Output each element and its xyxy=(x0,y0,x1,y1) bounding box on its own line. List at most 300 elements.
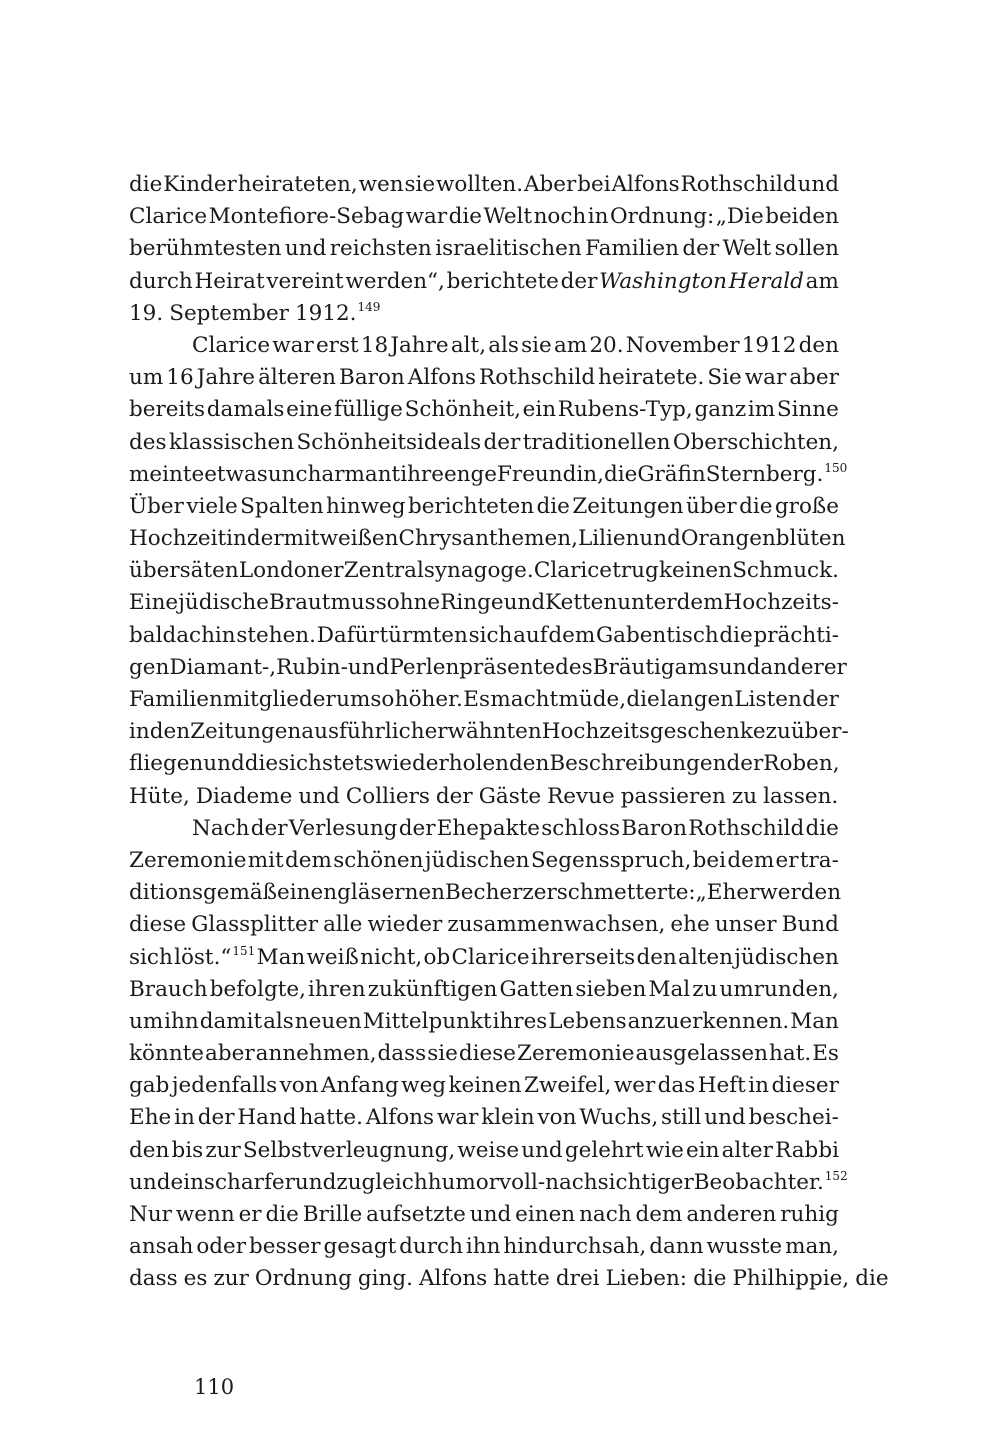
page-number: 110 xyxy=(194,1375,235,1399)
word: dass xyxy=(129,1266,178,1292)
word: Lilien xyxy=(577,526,640,552)
word: hindurchsah, xyxy=(503,1234,647,1260)
word: ob xyxy=(423,944,451,970)
word: Alfons xyxy=(407,365,476,391)
word: des xyxy=(555,654,593,680)
word: Hüte, xyxy=(129,783,190,809)
word: Orangenblüten xyxy=(680,526,846,552)
word: Washington xyxy=(599,268,727,294)
word: den xyxy=(149,719,191,745)
text-line xyxy=(129,298,839,330)
word: Jahre xyxy=(196,365,256,391)
text-line xyxy=(129,330,839,362)
word: Philhippie, xyxy=(732,1266,850,1292)
word: langen xyxy=(660,687,735,712)
word: ein xyxy=(522,397,557,423)
word: Rothschild xyxy=(688,815,805,841)
word: reichsten xyxy=(329,236,432,262)
word: Baron xyxy=(339,365,405,391)
word: Rabbi xyxy=(775,1137,839,1163)
word: übersäten xyxy=(129,558,239,584)
body-text xyxy=(129,169,889,1296)
word: Eine xyxy=(129,590,179,616)
word: gen xyxy=(129,654,170,680)
text-line xyxy=(129,459,848,491)
word: Ehepakte xyxy=(436,815,540,841)
word: füllige xyxy=(333,397,403,423)
word: gläsernen xyxy=(337,880,445,906)
word: Zeremonie xyxy=(129,847,247,873)
word: diese xyxy=(129,912,187,938)
word: Ketten xyxy=(545,590,618,616)
word: in xyxy=(748,1073,770,1099)
text-line xyxy=(129,394,839,426)
word: Glassplitter xyxy=(191,912,318,938)
word: umrunden, xyxy=(719,976,839,1002)
word: Jahre xyxy=(390,332,449,358)
word: der xyxy=(726,751,764,777)
word: man, xyxy=(785,1234,839,1260)
word: Clarice xyxy=(129,204,208,230)
word: Man xyxy=(790,1008,839,1034)
word: Nur xyxy=(129,1202,172,1227)
word: dem xyxy=(727,847,775,873)
text-line xyxy=(129,1167,848,1199)
word: weißen xyxy=(319,526,399,552)
footnote-reference: 149 xyxy=(357,299,381,314)
word: Oberschichten, xyxy=(672,429,839,455)
word: wenn xyxy=(175,1202,235,1227)
word: Welt xyxy=(483,204,533,230)
word: Wuchs, xyxy=(579,1105,659,1131)
text-line xyxy=(129,877,842,909)
word: auf xyxy=(513,622,548,648)
word: September xyxy=(169,300,289,326)
word: ging. xyxy=(357,1266,414,1292)
word: Heirat xyxy=(194,268,265,294)
word: lassen. xyxy=(763,783,839,809)
word: als xyxy=(263,1008,294,1034)
word: alter xyxy=(721,1137,773,1163)
text-line xyxy=(129,233,839,265)
word: bereits xyxy=(129,397,206,423)
word: Revue xyxy=(547,783,615,809)
word: Sinne xyxy=(776,397,839,423)
word: und xyxy=(294,1169,337,1195)
paragraph xyxy=(129,330,849,813)
word: Familienmitglieder xyxy=(129,687,336,712)
word: Lieben: xyxy=(605,1266,688,1292)
text-line xyxy=(129,1038,839,1070)
word: Hochzeit xyxy=(129,526,227,552)
word: bis xyxy=(171,1137,204,1163)
word: vereint xyxy=(266,268,344,294)
word: um xyxy=(129,1008,164,1034)
text-line xyxy=(129,1135,839,1167)
word: erwähnten xyxy=(424,719,542,745)
word: es xyxy=(183,1266,208,1292)
word: Londoner xyxy=(238,558,344,584)
word: besser xyxy=(248,1234,321,1260)
footnote-reference: 152 xyxy=(824,1168,848,1183)
word: Ordnung: xyxy=(609,204,715,230)
word: durch xyxy=(399,1234,463,1260)
text-line xyxy=(129,813,839,845)
word: sich xyxy=(278,751,322,777)
word: Über xyxy=(129,493,184,519)
word: Herald xyxy=(728,268,804,294)
text-line xyxy=(129,1006,839,1038)
word: „Die xyxy=(715,204,764,230)
word: Alfons xyxy=(419,1266,488,1292)
word: ihrerseits xyxy=(530,944,636,970)
word: Perlenpräsente xyxy=(389,654,556,680)
text-line xyxy=(129,1263,889,1295)
word: die xyxy=(129,172,163,197)
word: Freundin, xyxy=(497,461,604,487)
word: sich xyxy=(468,622,513,648)
word: heiratete. xyxy=(598,365,705,391)
word: Rothschild xyxy=(479,365,596,391)
word: Aber xyxy=(524,172,577,197)
word: unter xyxy=(617,590,677,616)
word: gesagt xyxy=(323,1234,397,1260)
word: war xyxy=(405,204,448,230)
word: damit xyxy=(199,1008,263,1034)
word: hinweg xyxy=(326,493,406,519)
word: Welt xyxy=(722,236,772,262)
word: Dafür xyxy=(316,622,379,648)
word: humorvoll-nachsichtiger xyxy=(427,1169,694,1195)
word: weise xyxy=(457,1137,520,1163)
word: passieren xyxy=(620,783,726,809)
word: Schönheitsideals xyxy=(296,429,482,455)
word: zukünftigen xyxy=(367,976,498,1002)
word: Bund xyxy=(781,912,839,938)
text-line xyxy=(129,781,839,813)
word: hatte. xyxy=(299,1105,363,1131)
word: eine xyxy=(286,397,333,423)
word: von xyxy=(279,1073,319,1099)
word: sie xyxy=(521,332,552,358)
word: nicht, xyxy=(360,944,423,970)
word: Bräutigams xyxy=(592,654,719,680)
word: wieder xyxy=(367,912,443,938)
word: annehmen, xyxy=(255,1041,377,1067)
word: beschei- xyxy=(748,1105,839,1131)
word: die xyxy=(693,1266,727,1292)
word: Ehe xyxy=(129,1105,172,1131)
word: fliegen xyxy=(129,751,204,777)
word: drei xyxy=(555,1266,600,1292)
word: Ringe xyxy=(440,590,504,616)
word: Baron xyxy=(621,815,687,841)
word: Zeitungen xyxy=(572,493,684,519)
word: wen xyxy=(358,172,404,197)
word: Chrysanthemen, xyxy=(398,526,578,552)
text-line xyxy=(129,523,846,555)
word: hatte xyxy=(493,1266,550,1292)
word: oder xyxy=(196,1234,247,1260)
word: befolgte, xyxy=(209,976,306,1002)
word: weg xyxy=(401,1073,447,1099)
word: der xyxy=(246,526,284,552)
word: werden“, xyxy=(345,268,445,294)
word: ruhig xyxy=(780,1202,839,1227)
word: Nach xyxy=(192,815,250,841)
word: 19. xyxy=(129,300,164,326)
word: berichteten xyxy=(407,493,535,519)
word: über xyxy=(686,493,737,519)
word: Brille xyxy=(302,1202,363,1227)
text-line xyxy=(129,684,839,716)
word: am xyxy=(805,268,839,294)
word: damals xyxy=(206,397,285,423)
word: älteren xyxy=(258,365,336,391)
word: von xyxy=(537,1105,577,1131)
paragraph xyxy=(129,813,889,1296)
word: mit xyxy=(247,847,284,873)
word: und xyxy=(298,783,340,809)
word: keinen xyxy=(448,1073,522,1099)
word: etwas xyxy=(204,461,268,487)
word: und xyxy=(639,526,681,552)
word: ihn xyxy=(465,1234,501,1260)
text-line xyxy=(129,555,839,587)
word: Familien xyxy=(585,236,679,262)
word: sie xyxy=(427,1041,458,1067)
word: Zeremonie xyxy=(517,1041,635,1067)
word: ehe xyxy=(670,912,710,938)
word: der xyxy=(197,1105,235,1131)
word: Brauch xyxy=(129,976,208,1002)
word: alten xyxy=(678,944,733,970)
footnote-reference: 150 xyxy=(824,460,848,475)
text-line xyxy=(129,652,847,684)
word: Selbstverleugnung, xyxy=(242,1137,456,1163)
word: die xyxy=(626,687,660,712)
word: bei xyxy=(577,172,611,197)
word: der xyxy=(560,268,598,294)
text-line xyxy=(129,1070,839,1102)
word: und xyxy=(469,1202,512,1227)
word: und xyxy=(503,590,546,616)
word: war xyxy=(272,332,314,358)
text-line xyxy=(129,362,839,394)
word: alle xyxy=(323,912,363,938)
word: und xyxy=(203,751,245,777)
word: einen xyxy=(277,880,338,906)
word: Gäste xyxy=(478,783,542,809)
word: aufsetzte xyxy=(366,1202,466,1227)
word: ausgelassen xyxy=(635,1041,769,1067)
word: und xyxy=(797,172,839,197)
word: der xyxy=(802,687,839,712)
word: einen xyxy=(515,1202,576,1227)
word: weiß xyxy=(306,944,359,970)
word: Listen xyxy=(734,687,802,712)
word: der xyxy=(435,783,473,809)
word: Gräfin xyxy=(637,461,706,487)
word: Rubens-Typ, xyxy=(557,397,693,423)
word: er xyxy=(238,1202,262,1227)
word: erst xyxy=(315,332,359,358)
word: Diademe xyxy=(195,783,293,809)
word: viele xyxy=(186,493,238,519)
word: und xyxy=(521,1137,563,1163)
text-line xyxy=(129,909,839,941)
word: heirateten, xyxy=(237,172,358,197)
word: ausführlich xyxy=(301,719,425,745)
word: könnte xyxy=(129,1041,205,1067)
word: die xyxy=(603,461,638,487)
word: trug xyxy=(612,558,659,584)
word: Mal xyxy=(648,976,691,1002)
word: stehen. xyxy=(236,622,316,648)
word: Rothschild xyxy=(680,172,797,197)
word: Sternberg.$^{150}$ xyxy=(705,460,848,487)
text-line xyxy=(129,427,839,459)
word: Hochzeitsgeschenke xyxy=(541,719,766,745)
word: ditionsgemäß xyxy=(129,880,278,906)
word: keinen xyxy=(658,558,732,584)
word: die xyxy=(448,204,482,230)
word: sieben xyxy=(575,976,647,1002)
text-line xyxy=(129,587,839,619)
text-line xyxy=(129,845,839,877)
word: anderer xyxy=(760,654,847,680)
word: hat. xyxy=(769,1041,812,1067)
word: dem xyxy=(548,622,596,648)
text-line xyxy=(129,1199,839,1231)
word: Mittelpunkt xyxy=(362,1008,492,1034)
text-line xyxy=(129,266,839,298)
text-line xyxy=(129,169,839,201)
word: zerschmetterte: xyxy=(522,880,696,906)
word: November xyxy=(625,332,740,358)
word: Rubin- xyxy=(276,654,348,680)
word: Man xyxy=(256,944,306,970)
word: er xyxy=(775,847,799,873)
word: ganz xyxy=(694,397,747,423)
word: war xyxy=(744,365,787,391)
word: Clarice xyxy=(451,944,530,970)
word: 1912 xyxy=(741,332,797,358)
word: am xyxy=(553,332,588,358)
word: zu xyxy=(731,783,758,809)
word: jüdischen xyxy=(424,847,530,873)
word: ihres xyxy=(492,1008,548,1034)
word: schönen xyxy=(333,847,424,873)
word: der xyxy=(250,815,288,841)
word: unser xyxy=(714,912,777,938)
word: Zentralsynagoge. xyxy=(343,558,534,584)
word: anzuerkennen. xyxy=(627,1008,790,1034)
word: aber xyxy=(205,1041,255,1067)
word: Segensspruch, xyxy=(530,847,692,873)
word: ihn xyxy=(164,1008,199,1034)
word: Anfang xyxy=(320,1073,399,1099)
word: löst.“$^{151}$ xyxy=(174,943,256,970)
word: wer xyxy=(613,1073,656,1099)
word: meinte xyxy=(129,461,205,487)
word: sollen xyxy=(774,236,839,262)
word: wie xyxy=(645,1137,684,1163)
word: war xyxy=(436,1105,479,1131)
word: die xyxy=(536,493,570,519)
word: ein xyxy=(170,1169,204,1195)
word: Zweifel, xyxy=(524,1073,612,1099)
word: israelitischen xyxy=(435,236,582,262)
word: Roben, xyxy=(763,751,840,777)
word: scharfer xyxy=(203,1169,295,1195)
word: Heft xyxy=(697,1073,746,1099)
word: werden xyxy=(759,880,842,906)
word: uncharmant xyxy=(267,461,401,487)
word: und xyxy=(347,654,390,680)
word: zur xyxy=(213,1266,249,1292)
word: neuen xyxy=(294,1008,362,1034)
word: gelehrt xyxy=(564,1137,644,1163)
word: die xyxy=(244,751,279,777)
word: dann xyxy=(649,1234,704,1260)
text-line xyxy=(129,201,839,233)
word: wollten. xyxy=(435,172,524,197)
word: macht xyxy=(490,687,559,712)
word: bei xyxy=(692,847,726,873)
word: still xyxy=(661,1105,702,1131)
word: und xyxy=(129,1169,171,1195)
word: anderen xyxy=(686,1202,777,1227)
footnote-reference: 151 xyxy=(232,943,256,958)
word: Gatten xyxy=(499,976,574,1002)
word: über- xyxy=(790,719,849,745)
word: baldachin xyxy=(129,622,236,648)
word: und xyxy=(284,236,327,262)
word: den xyxy=(129,1137,170,1163)
word: 20. xyxy=(589,332,624,358)
word: jedenfalls xyxy=(171,1073,278,1099)
word: ohne xyxy=(386,590,441,616)
word: des xyxy=(129,429,167,455)
word: Clarice xyxy=(192,332,271,358)
word: umso xyxy=(336,687,395,712)
word: zur xyxy=(205,1137,241,1163)
word: wiederholenden xyxy=(374,751,550,777)
word: in xyxy=(174,1105,195,1131)
word: zusammenwachsen, xyxy=(447,912,666,938)
word: müde, xyxy=(558,687,627,712)
word: durch xyxy=(129,268,193,294)
word: dass xyxy=(377,1041,427,1067)
word: Hand xyxy=(237,1105,297,1131)
word: zugleich xyxy=(336,1169,428,1195)
word: Schmuck. xyxy=(732,558,839,584)
word: Alfons xyxy=(611,172,680,197)
word: Zeitungen xyxy=(190,719,302,745)
word: höher. xyxy=(394,687,463,712)
word: noch xyxy=(533,204,587,230)
word: die xyxy=(739,493,773,519)
word: klassischen xyxy=(168,429,295,455)
word: Es xyxy=(463,687,490,712)
word: ihre xyxy=(400,461,444,487)
word: Braut xyxy=(269,590,331,616)
word: dem xyxy=(285,847,332,873)
word: Schönheit, xyxy=(404,397,521,423)
word: Becher xyxy=(445,880,523,906)
word: 1912.$^{149}$ xyxy=(294,299,381,326)
